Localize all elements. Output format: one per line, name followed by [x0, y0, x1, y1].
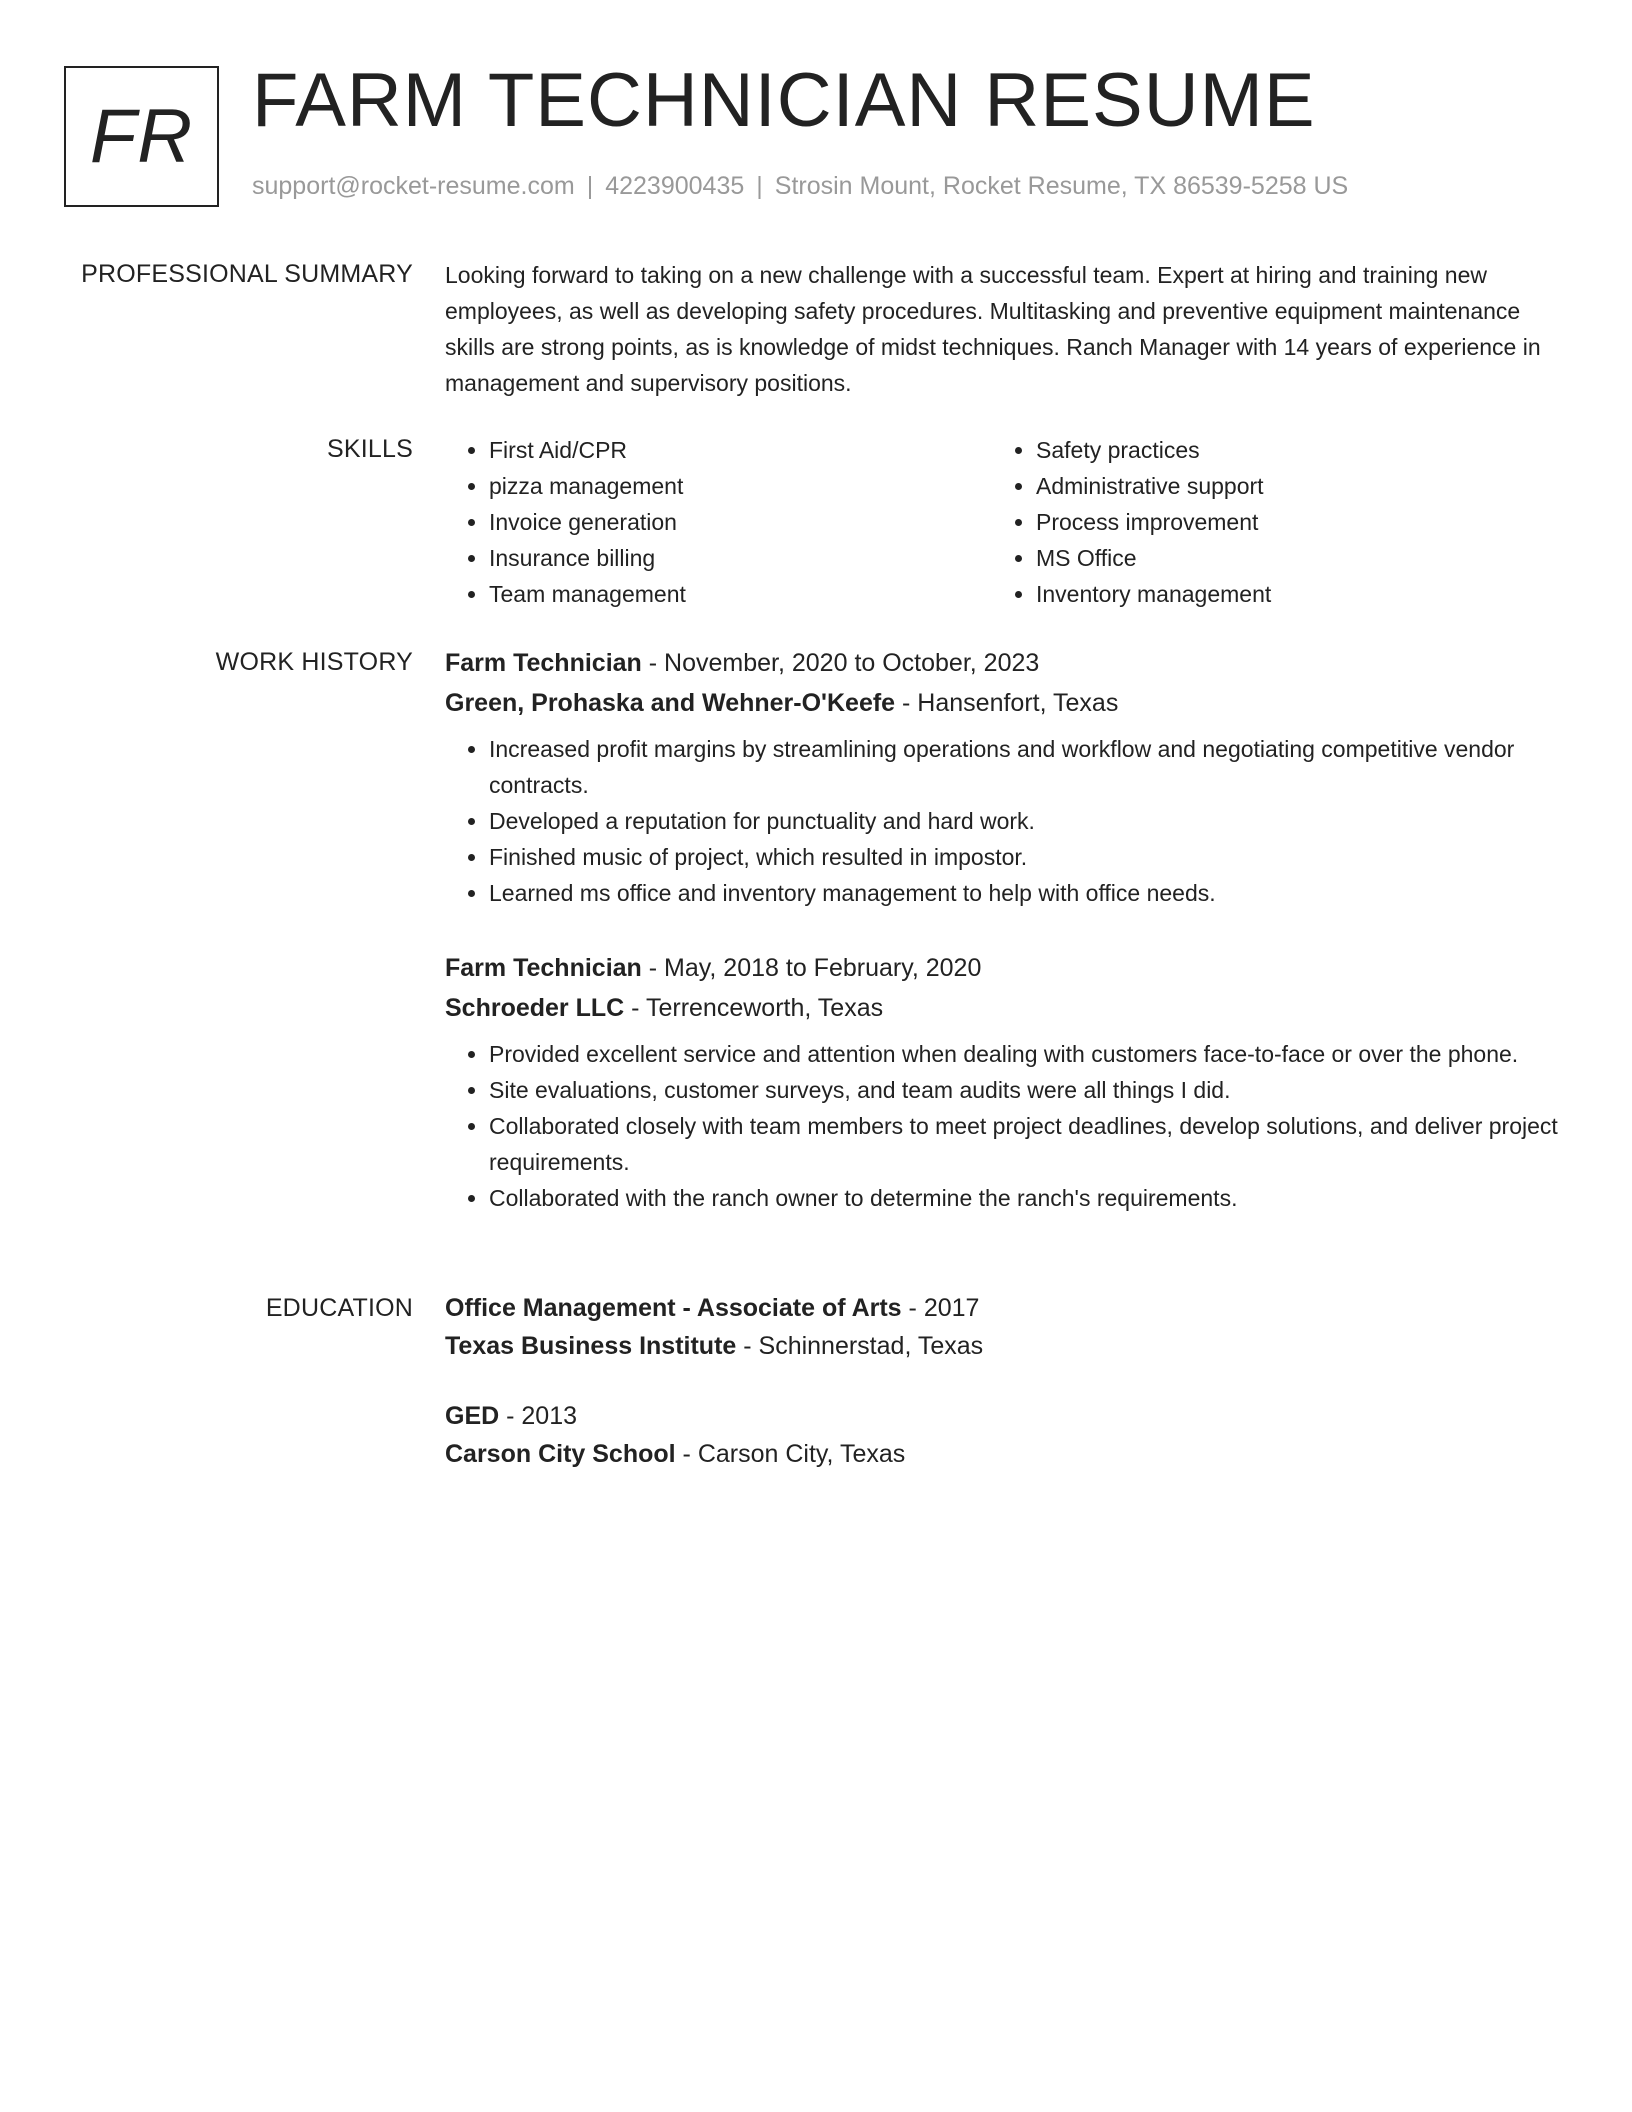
- work-history-section: [445, 643, 1565, 1253]
- job-bullets: [445, 1036, 1565, 1216]
- skill-item: • MS Office: [1036, 540, 1539, 576]
- job-bullet: • Site evaluations, customer surveys, and team audits were all things I did.: [489, 1072, 1565, 1108]
- education-degree: GED: [445, 1402, 500, 1430]
- education-degree-line: Office Management - Associate of Arts - 2017: [445, 1294, 980, 1322]
- education-degree: Office Management - Associate of Arts: [445, 1294, 902, 1322]
- education-year: 2017: [923, 1294, 980, 1322]
- skill-item: • Insurance billing: [489, 540, 992, 576]
- education-degree-line: GED - 2013: [445, 1402, 578, 1430]
- education-school: Carson City School: [445, 1440, 676, 1468]
- education-entry: [445, 1397, 1565, 1473]
- job-bullet: • Learned ms office and inventory management to help with office needs.: [489, 875, 1565, 911]
- education-location: Schinnerstad, Texas: [758, 1332, 984, 1360]
- job-bullet: • Collaborated with the ranch owner to determine the ranch's requirements.: [489, 1180, 1565, 1216]
- skill-item: • pizza management: [489, 468, 992, 504]
- skills-section: [445, 432, 1565, 612]
- job-company-line: Schroeder LLC - Terrenceworth, Texas: [445, 994, 884, 1022]
- skill-item: • Process improvement: [1036, 504, 1539, 540]
- skills-list-left: [445, 432, 992, 612]
- education-section: [445, 1289, 1565, 1505]
- job-dates: May, 2018 to February, 2020: [664, 954, 982, 982]
- job-location: Hansenfort, Texas: [917, 689, 1119, 717]
- contact-email[interactable]: support@rocket-resume.com: [252, 172, 575, 200]
- job-dates: November, 2020 to October, 2023: [664, 649, 1040, 677]
- job-title-line: Farm Technician - May, 2018 to February, 2020: [445, 954, 982, 982]
- skill-item: • Inventory management: [1036, 576, 1539, 612]
- resume-title: FARM TECHNICIAN RESUME: [252, 58, 1316, 143]
- job-bullet: • Increased profit margins by streamlining operations and workflow and negotiating competitive vendor contracts.: [489, 731, 1565, 803]
- skill-item: • First Aid/CPR: [489, 432, 992, 468]
- education-heading: EDUCATION: [265, 1294, 413, 1322]
- work-history-heading: WORK HISTORY: [215, 648, 413, 676]
- skill-item: • Safety practices: [1036, 432, 1539, 468]
- skill-item: • Invoice generation: [489, 504, 992, 540]
- contact-line: [252, 172, 1348, 201]
- education-year: 2013: [521, 1402, 578, 1430]
- skill-item: • Team management: [489, 576, 992, 612]
- contact-phone[interactable]: 4223900435: [605, 172, 745, 200]
- job-entry: [445, 643, 1565, 911]
- education-school-line: Texas Business Institute - Schinnerstad, Texas: [445, 1332, 984, 1360]
- job-title-line: Farm Technician - November, 2020 to October, 2023: [445, 649, 1040, 677]
- skills-heading: SKILLS: [327, 435, 413, 463]
- job-bullet: • Finished music of project, which resulted in impostor.: [489, 839, 1565, 875]
- summary-heading: PROFESSIONAL SUMMARY: [81, 260, 413, 288]
- education-school: Texas Business Institute: [445, 1332, 737, 1360]
- education-location: Carson City, Texas: [697, 1440, 906, 1468]
- summary-section: [445, 257, 1565, 401]
- contact-separator: |: [756, 172, 763, 200]
- job-company: Schroeder LLC: [445, 994, 625, 1022]
- contact-separator: |: [586, 172, 594, 200]
- education-school-line: Carson City School - Carson City, Texas: [445, 1440, 906, 1468]
- job-bullets: [445, 731, 1565, 911]
- skills-list-right: [992, 432, 1539, 612]
- summary-text: Looking forward to taking on a new challenge with a successful team. Expert at hiring and training new employees, as well as developing safety procedures. Multitasking and preventive equipment maintenance skills are strong points, as is knowledge of midst techniques. Ranch Manager with 14 years of experience in management and supervisory positions.: [445, 262, 1541, 396]
- job-company-line: Green, Prohaska and Wehner-O'Keefe - Hansenfort, Texas: [445, 689, 1119, 717]
- job-company: Green, Prohaska and Wehner-O'Keefe: [445, 689, 896, 717]
- job-location: Terrenceworth, Texas: [645, 994, 884, 1022]
- job-bullet: • Collaborated closely with team members to meet project deadlines, develop solutions, and deliver project requirements.: [489, 1108, 1565, 1180]
- skill-item: • Administrative support: [1036, 468, 1539, 504]
- monogram-logo: FR: [64, 66, 219, 207]
- job-entry: [445, 948, 1565, 1216]
- job-bullet: • Developed a reputation for punctuality and hard work.: [489, 803, 1565, 839]
- job-title: Farm Technician: [445, 649, 642, 677]
- contact-address: Strosin Mount, Rocket Resume, TX 86539-5258 US: [774, 172, 1349, 200]
- job-title: Farm Technician: [445, 954, 642, 982]
- job-bullet: • Provided excellent service and attention when dealing with customers face-to-face or over the phone.: [489, 1036, 1565, 1072]
- education-entry: [445, 1289, 1565, 1365]
